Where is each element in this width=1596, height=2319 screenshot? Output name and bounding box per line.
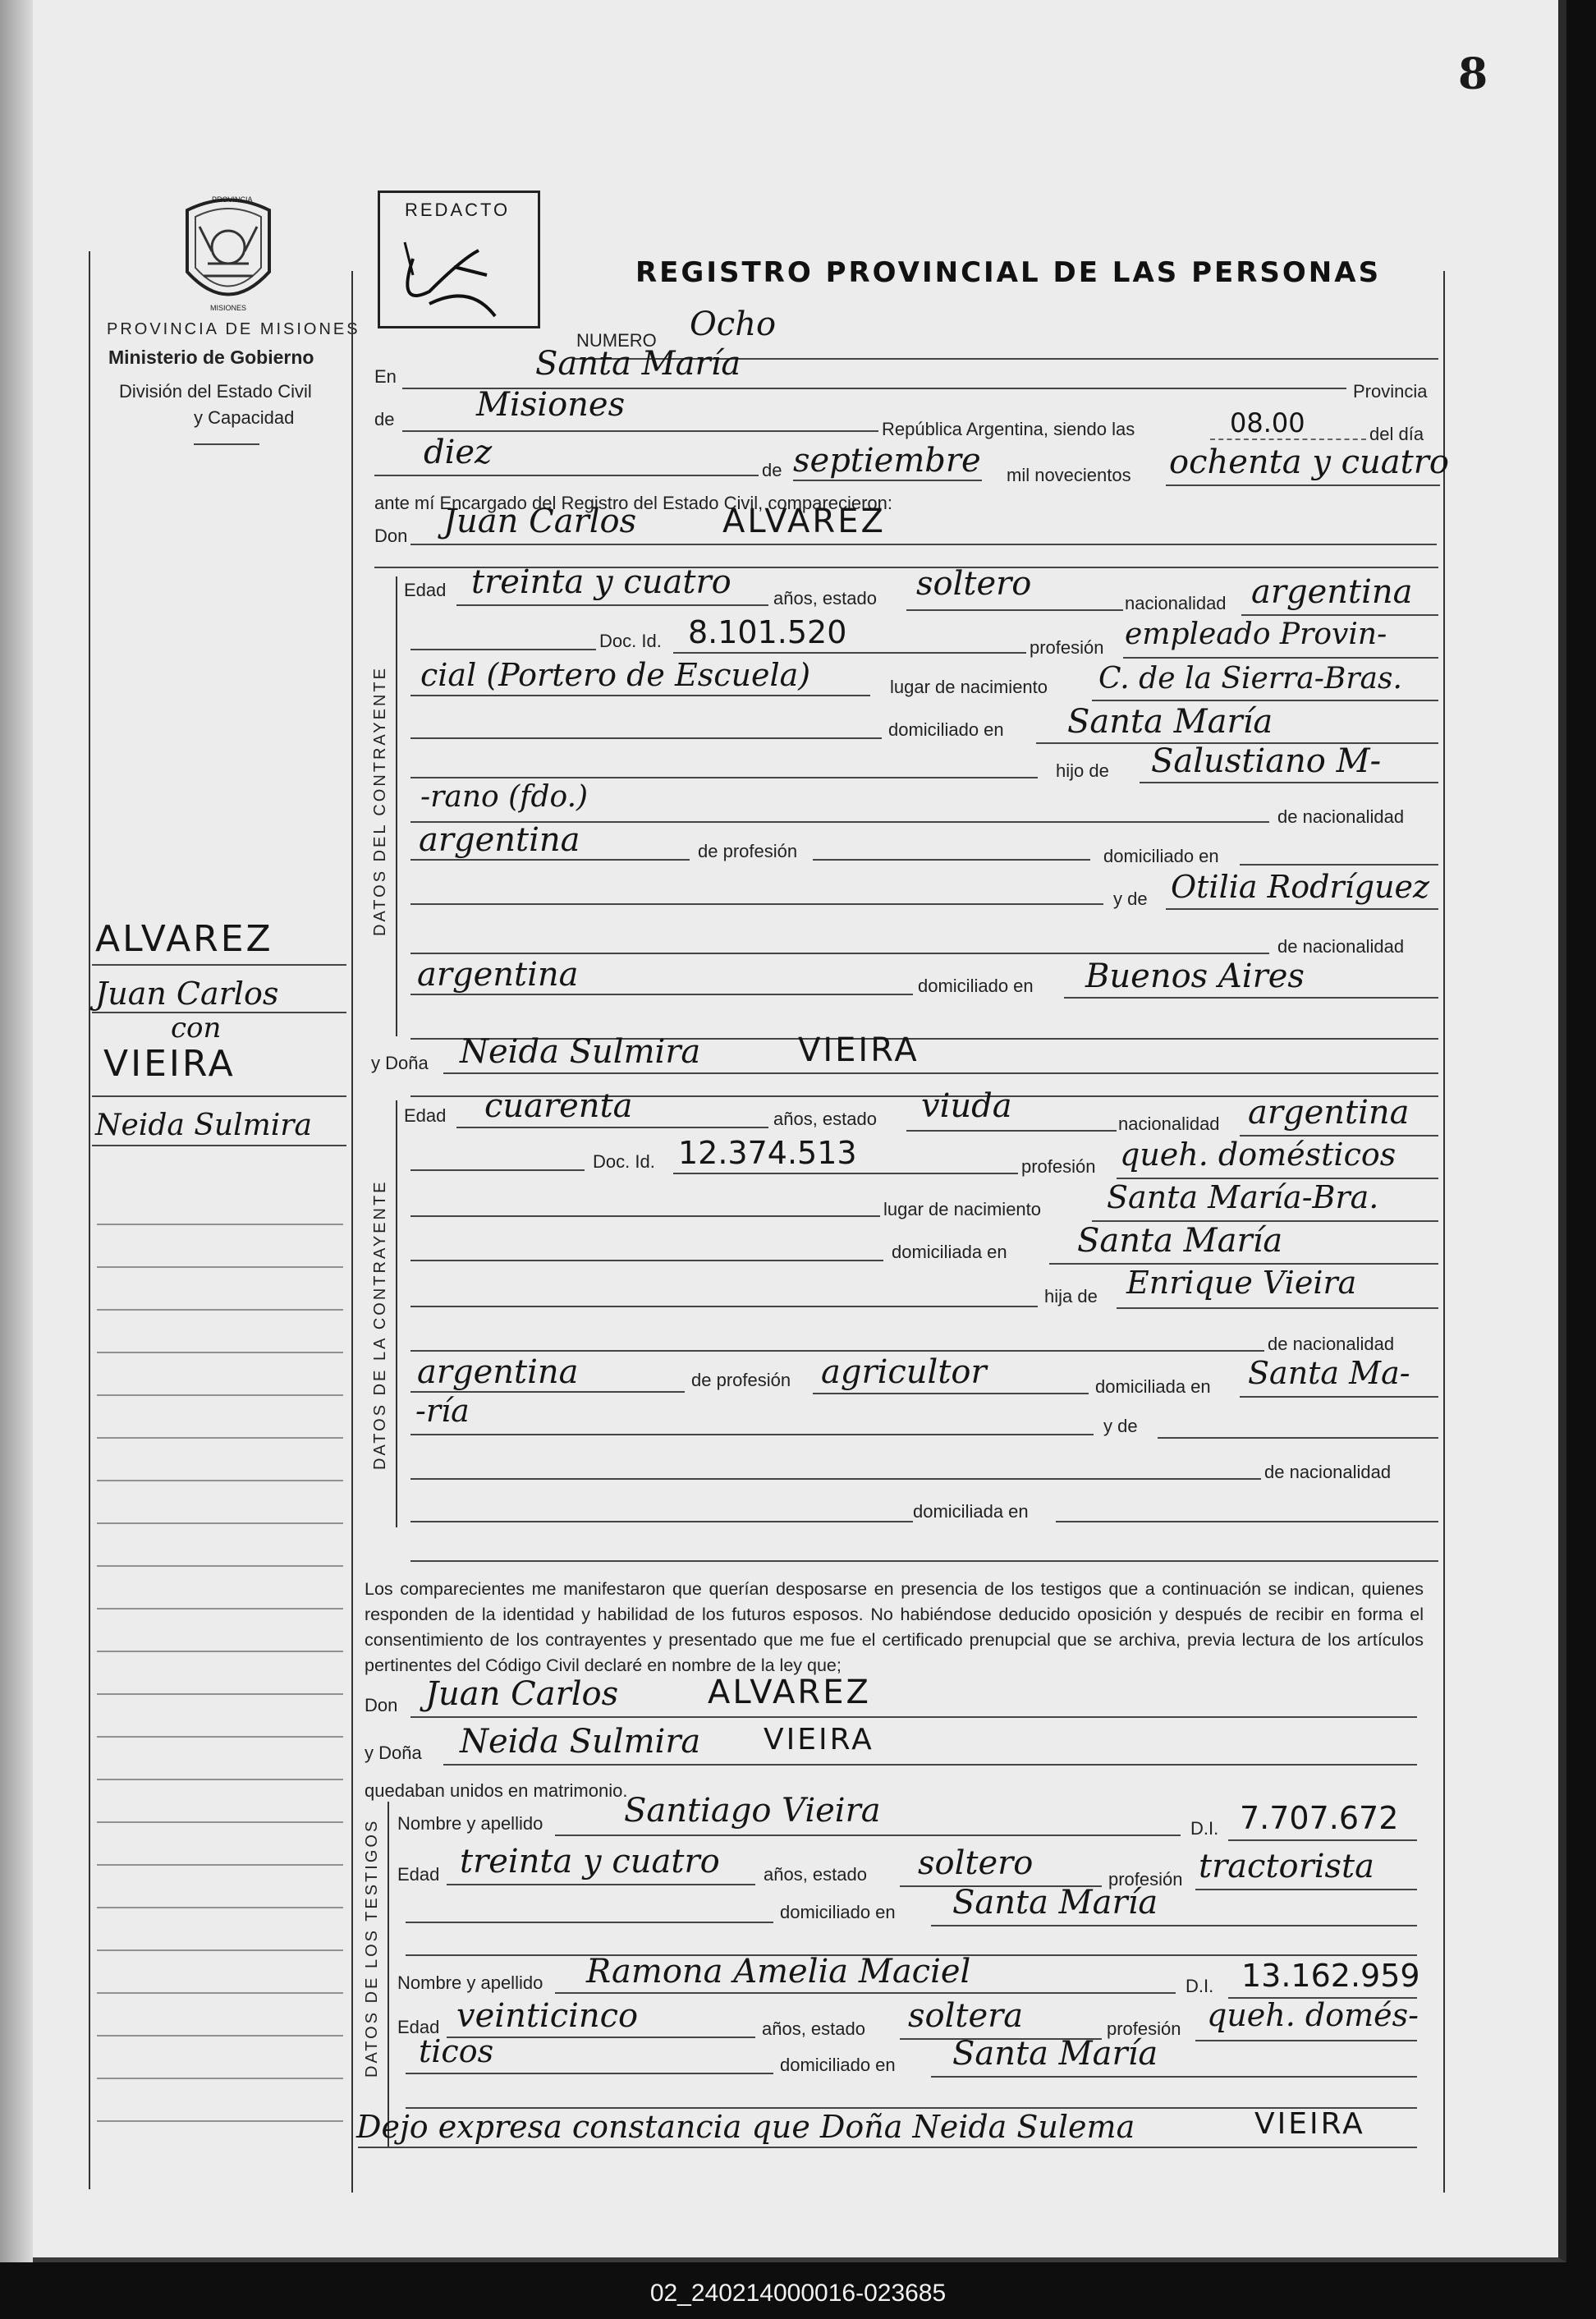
f-padre-line: [1117, 1307, 1438, 1309]
t2-nombre-label: Nombre y apellido: [397, 1972, 543, 1993]
c-madre-pre-line: [410, 953, 1269, 954]
margin-apellido-2: VIEIRA: [103, 1043, 236, 1085]
de2-label: de: [762, 460, 782, 480]
margin-apellido-1: ALVAREZ: [95, 918, 273, 960]
f-padre-dom-line: [1240, 1396, 1438, 1398]
dona-line: [443, 1072, 1438, 1074]
dona-nombre: Neida Sulmira: [460, 1033, 701, 1071]
f-estado-value: viuda: [921, 1087, 1012, 1125]
c-madre-dom-label: domiciliado en: [918, 976, 1034, 996]
form-left-rule: [351, 271, 353, 2193]
c-profesion-value-2: cial (Portero de Escuela): [420, 657, 811, 693]
f-anos-label: años, estado: [773, 1109, 877, 1129]
mes-value: septiembre: [793, 442, 981, 480]
f-lugar-pre-line: [410, 1215, 880, 1217]
form-right-rule: [1443, 271, 1445, 2193]
t1-dom-line: [931, 1925, 1417, 1926]
t1-anos-label: años, estado: [764, 1864, 867, 1885]
nota-line: [358, 2147, 1417, 2148]
f-edad-label: Edad: [404, 1105, 447, 1126]
f-lugar-label: lugar de nacimiento: [883, 1199, 1042, 1219]
margin-line-4: [92, 1145, 346, 1146]
don-line: [410, 544, 1437, 545]
division-line2: y Capacidad: [194, 407, 295, 428]
decl-don-apellido: ALVAREZ: [708, 1674, 871, 1711]
c-dom-value: Santa María: [1067, 703, 1273, 741]
f-padre-prof-value: agricultor: [821, 1353, 987, 1391]
decl-quedaban: quedaban unidos en matrimonio.: [365, 1780, 628, 1801]
c-padre-prof-label: de profesión: [698, 841, 798, 861]
testigos-section-label: DATOS DE LOS TESTIGOS: [363, 1818, 381, 2078]
dona-label: y Doña: [371, 1053, 429, 1073]
f-madre-nac-pre-line: [410, 1478, 1261, 1480]
margin-line-2: [92, 1012, 346, 1013]
province-seal-icon: [179, 194, 277, 321]
dona-apellido: VIEIRA: [798, 1031, 920, 1069]
c-anos-label: años, estado: [773, 588, 877, 608]
f-profesion-value: queh. domésticos: [1120, 1137, 1396, 1173]
f-padre-nac-pre-line: [410, 1350, 1264, 1352]
t2-anos-label: años, estado: [762, 2018, 865, 2039]
t2-nombre-line: [555, 1992, 1176, 1994]
contrayente-section-label: DATOS DEL CONTRAYENTE: [371, 666, 389, 936]
margin-nombre-1: Juan Carlos: [95, 976, 279, 1012]
en-value: Santa María: [535, 345, 741, 383]
f-nac-label: nacionalidad: [1118, 1114, 1220, 1134]
f-doc-label: Doc. Id.: [593, 1151, 655, 1172]
c-padre-nac-line: [410, 859, 690, 861]
f-padre-value: Enrique Vieira: [1126, 1265, 1357, 1301]
t2-dom-label: domiciliado en: [780, 2055, 896, 2075]
t1-di-line: [1228, 1839, 1417, 1841]
c-yde-pre-line: [410, 903, 1103, 905]
c-edad-label: Edad: [404, 580, 447, 600]
decl-don-value: Juan Carlos: [425, 1675, 619, 1713]
republica-label: República Argentina, siendo las: [882, 419, 1135, 439]
ante-label: ante mí Encargado del Registro del Estado Civil, comparecieron:: [374, 493, 892, 513]
nota-apellido: VIEIRA: [1254, 2107, 1365, 2141]
f-dom-label: domiciliada en: [892, 1242, 1007, 1262]
f-padre-prof-line: [813, 1393, 1089, 1394]
t1-nombre-value: Santiago Vieira: [624, 1792, 881, 1830]
margin-line-1: [92, 964, 346, 966]
numero-label: NUMERO: [576, 330, 657, 351]
t2-prof-value-2: ticos: [419, 2033, 494, 2069]
hora-value: 08.00: [1230, 407, 1305, 439]
f-edad-line: [456, 1127, 768, 1128]
f-dom-value: Santa María: [1077, 1222, 1283, 1260]
stamp-label: REDACTO: [405, 200, 511, 220]
c-yde-label: y de: [1113, 889, 1148, 909]
nota-text: Dejo expresa constancia que Doña Neida Sulema: [356, 2109, 1135, 2145]
c-padre-nac-value: argentina: [419, 821, 580, 859]
contrayente-left-rule: [396, 576, 397, 1036]
t1-edad-value: treinta y cuatro: [460, 1843, 720, 1880]
margin-ruled-lines: [97, 1182, 343, 2143]
t1-dom-pre-line: [406, 1922, 773, 1923]
c-doc-value: 8.101.520: [688, 614, 847, 650]
de-label: de: [374, 409, 395, 429]
margin-nombre-2: Neida Sulmira: [95, 1109, 312, 1142]
decl-don-label: Don: [365, 1695, 398, 1715]
c-profesion2-line: [410, 695, 870, 696]
c-lugar-value: C. de la Sierra-Bras.: [1098, 662, 1402, 696]
register-title: REGISTRO PROVINCIAL DE LAS PERSONAS: [635, 256, 1382, 289]
f-madre-dom-line: [1056, 1521, 1438, 1522]
c-lugar-line: [1092, 700, 1438, 701]
c-padre-dom-line: [1240, 864, 1438, 866]
c-nac-line: [1241, 614, 1438, 616]
f-padre-dom-label: domiciliada en: [1095, 1376, 1211, 1397]
f-doc-line: [673, 1173, 1018, 1174]
f-madre-dom-label: domiciliada en: [913, 1501, 1029, 1522]
f-madre-line: [1158, 1437, 1438, 1439]
c-padre-line: [1140, 782, 1438, 783]
hora-line: [1210, 439, 1366, 440]
margin-line-3: [92, 1095, 346, 1097]
decl-dona-line: [443, 1764, 1417, 1766]
division-line1: División del Estado Civil: [119, 381, 312, 402]
f-edad-value: cuarenta: [484, 1087, 633, 1125]
margin-con: con: [171, 1012, 222, 1045]
stamp-signature-icon: [380, 226, 536, 324]
t2-prof-line: [1195, 2040, 1417, 2041]
t2-edad-label: Edad: [397, 2017, 440, 2037]
c-madre-value: Otilia Rodríguez: [1171, 869, 1430, 905]
del-dia-label: del día: [1369, 424, 1424, 444]
f-madre-dom-pre-line: [410, 1521, 913, 1522]
t2-dom-value: Santa María: [952, 2035, 1158, 2073]
t1-edad-label: Edad: [397, 1864, 440, 1885]
c-lugar-label: lugar de nacimiento: [890, 677, 1048, 697]
testigos-left-rule: [388, 1802, 389, 2147]
t1-nombre-line: [555, 1835, 1181, 1836]
t1-estado-value: soltero: [918, 1844, 1034, 1882]
mes-line: [793, 480, 982, 481]
c-madre-nac-line: [410, 994, 913, 995]
f-doc-value: 12.374.513: [678, 1135, 857, 1171]
f-doc-pre-line: [410, 1169, 585, 1171]
t2-estado-value: soltera: [908, 1997, 1024, 2035]
f-padre-prof-label: de profesión: [691, 1370, 791, 1390]
c-madre-line: [1166, 908, 1438, 910]
decl-don-line: [410, 1716, 1417, 1718]
f-profesion-label: profesión: [1021, 1156, 1096, 1177]
f-estado-line: [906, 1130, 1117, 1132]
c-dom-pre-line: [410, 737, 882, 739]
f-lugar-value: Santa María-Bra.: [1107, 1179, 1379, 1215]
t1-dom-value: Santa María: [952, 1884, 1158, 1922]
contrayenta-section-label: DATOS DE LA CONTRAYENTE: [371, 1179, 389, 1470]
t2-prof-value-1: queh. domés-: [1207, 1997, 1419, 2033]
decl-dona-apellido: VIEIRA: [764, 1723, 874, 1756]
page-binding-shadow: [0, 0, 33, 2262]
redacto-stamp: [378, 191, 540, 328]
t2-dom-pre-line: [406, 2073, 773, 2074]
f-yde-label: y de: [1103, 1416, 1138, 1436]
c-estado-value: soltero: [916, 565, 1032, 603]
provincia-label: Provincia: [1353, 381, 1428, 402]
c-madre-dom-line: [1064, 997, 1438, 999]
c-padre-prof-line: [813, 859, 1090, 861]
f-nac-value: argentina: [1248, 1094, 1410, 1132]
contrayenta-left-rule: [396, 1100, 397, 1527]
c-hijo-label: hijo de: [1056, 760, 1109, 781]
footer-code: 02_240214000016-023685: [649, 2280, 947, 2307]
left-margin-rule: [89, 251, 90, 2189]
c-doc-line: [673, 652, 1026, 654]
f-padre-dom-value-1: Santa Ma-: [1248, 1355, 1410, 1391]
don-label: Don: [374, 526, 408, 546]
seal-text-bottom: MISIONES: [210, 304, 247, 312]
c-nac-label: nacionalidad: [1125, 593, 1227, 613]
c-madre-dom-value: Buenos Aires: [1085, 957, 1305, 995]
t2-di-label: D.I.: [1186, 1976, 1214, 1996]
f-padre-nac-value: argentina: [417, 1353, 579, 1391]
c-profesion-value-1: empleado Provin-: [1125, 618, 1387, 651]
c-estado-line: [906, 609, 1123, 611]
province-name: PROVINCIA DE MISIONES: [107, 320, 360, 338]
f-hija-pre-line: [410, 1306, 1038, 1307]
f-padre-nac-label: de nacionalidad: [1268, 1334, 1395, 1354]
c-edad-line: [456, 604, 768, 606]
c-nac-value: argentina: [1251, 573, 1413, 611]
en-label: En: [374, 366, 397, 387]
don-apellido: ALVAREZ: [722, 503, 886, 540]
seal-text-top: PROVINCIA: [212, 195, 253, 204]
header-divider: [194, 443, 259, 445]
de-line: [402, 430, 878, 432]
t2-edad-value: veinticinco: [456, 1997, 639, 2035]
mil-label: mil novecientos: [1007, 465, 1131, 485]
c-doc-pre-line: [410, 649, 596, 650]
t1-di-value: 7.707.672: [1240, 1800, 1399, 1836]
c-madre-nac-label: de nacionalidad: [1277, 936, 1405, 957]
f-padre-dom-value-2: -ría: [415, 1393, 470, 1429]
t1-prof-label: profesión: [1108, 1869, 1183, 1890]
c-padre-value-2: -rano (fdo.): [420, 780, 589, 814]
t2-nombre-value: Ramona Amelia Maciel: [586, 1953, 971, 1991]
dia-line: [374, 475, 759, 476]
decl-dona-value: Neida Sulmira: [460, 1723, 701, 1761]
anio-line: [1166, 484, 1440, 486]
don-value: Juan Carlos: [443, 503, 637, 540]
t1-dom-label: domiciliado en: [780, 1902, 896, 1922]
f-madre-nac-label: de nacionalidad: [1264, 1462, 1392, 1482]
f-yde-pre-line: [410, 1434, 1094, 1435]
decl-dona-label: y Doña: [365, 1743, 422, 1763]
t1-prof-value: tractorista: [1199, 1848, 1374, 1885]
declaration-text: Los comparecientes me manifestaron que querían desposarse en presencia de los testigos que a continuación se indican, quienes responden de la identidad y habilidad de los futuros esposos. No habiéndose deducido oposición y después de recibir en forma el consentimiento de los contrayentes y presentado que me fue el certificado prenupcial que se archiva, previa lectura de los artículos pertinentes del Código Civil declaré en nombre de la ley que;: [365, 1579, 1424, 1675]
t1-edad-line: [447, 1884, 755, 1885]
numero-value: Ocho: [690, 305, 777, 343]
c-padre-value-1: Salustiano M-: [1151, 742, 1382, 780]
dia-value: diez: [424, 434, 493, 471]
t2-dom-line: [931, 2076, 1417, 2078]
anio-value: ochenta y cuatro: [1169, 443, 1449, 481]
c-padre-dom-label: domiciliado en: [1103, 846, 1219, 866]
f-dom-pre-line: [410, 1260, 883, 1261]
t2-di-value: 13.162.959: [1241, 1958, 1420, 1994]
c-madre-nac-value: argentina: [417, 956, 579, 994]
c-padre-nac-label: de nacionalidad: [1277, 806, 1405, 827]
t1-di-label: D.I.: [1190, 1818, 1219, 1839]
c-hijo-pre-line: [410, 777, 1038, 778]
f-hija-label: hija de: [1044, 1286, 1098, 1306]
c-dom-label: domiciliado en: [888, 719, 1004, 740]
ministry-name: Ministerio de Gobierno: [108, 347, 314, 368]
f-section-end-line: [410, 1560, 1438, 1562]
c-doc-label: Doc. Id.: [599, 631, 662, 651]
de-value: Misiones: [476, 386, 626, 424]
c-profesion-line: [1123, 657, 1438, 659]
c-edad-value: treinta y cuatro: [471, 563, 732, 601]
page-number: 8: [1458, 49, 1488, 99]
t2-prof-label: profesión: [1107, 2018, 1181, 2039]
t1-prof-line: [1195, 1889, 1417, 1890]
c-profesion-label: profesión: [1030, 637, 1104, 658]
t1-nombre-label: Nombre y apellido: [397, 1813, 543, 1834]
